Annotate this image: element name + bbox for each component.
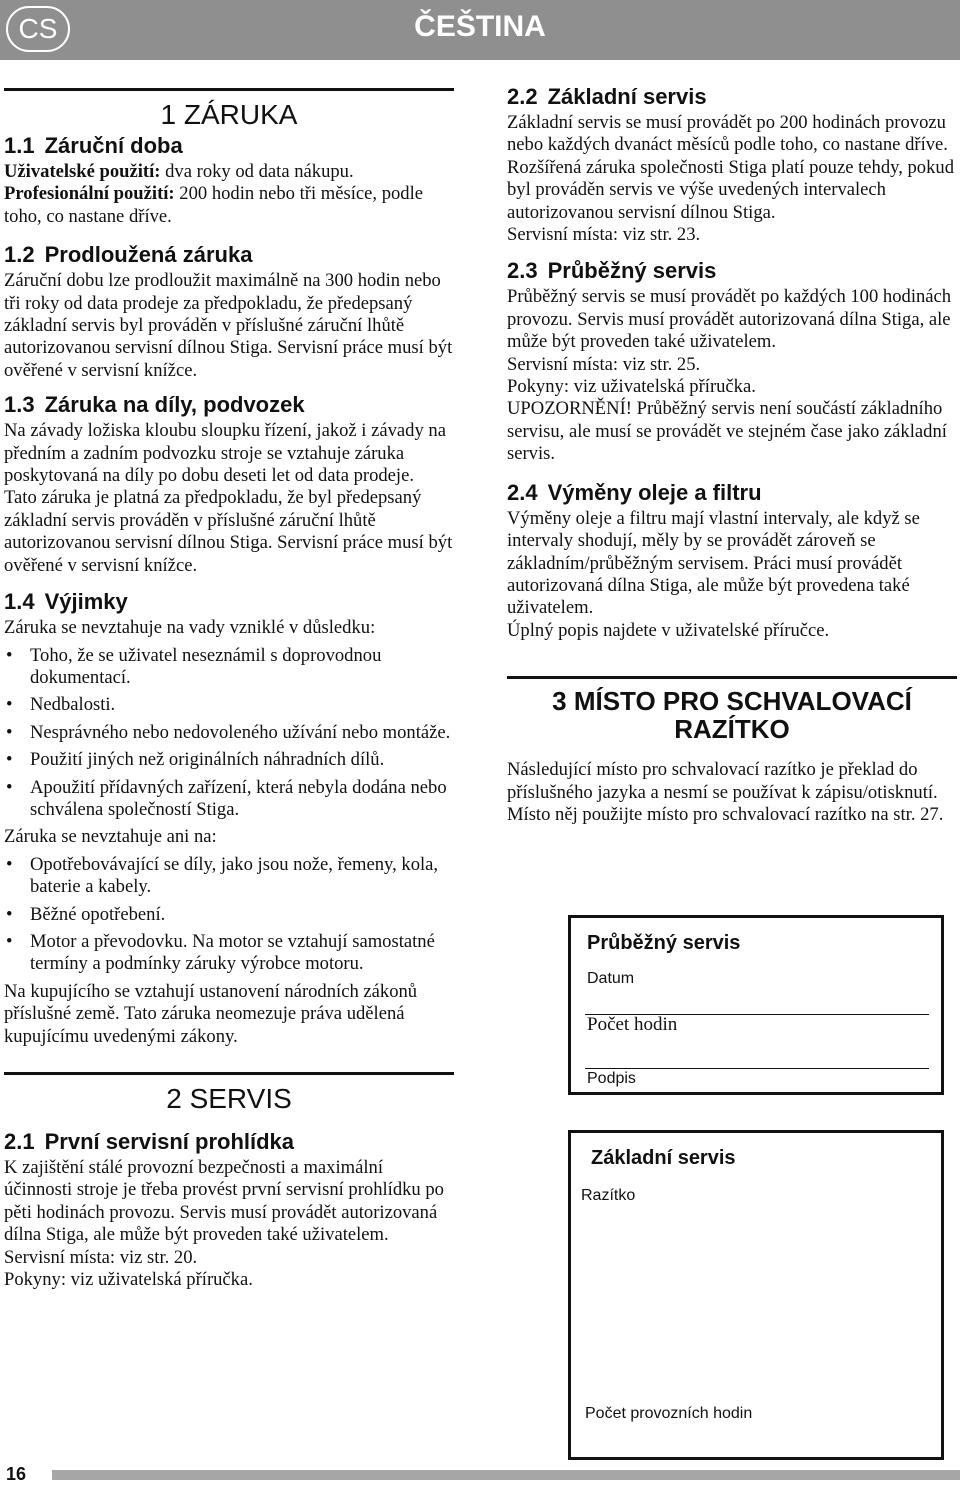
section-2-1-text: K zajištění stálé provozní bezpečnosti a maximální účinnosti stroje je třeba provést první servisní prohlídku po pěti hodinách provozu. Servis musí provádět autorizovaná dílna Stiga, ale může být proveden také uživatelem. bbox=[4, 1157, 444, 1246]
section-2-4-para-1: Výměny oleje a filtru mají vlastní intervaly, ale když se intervaly shodují, měly by se provádět zároveň se základním/průběžným servisem. Práci musí provádět autorizovaná dílna Stiga, ale může být provedena také uživatelem. bbox=[507, 507, 920, 619]
stamp-field-hours: Počet hodin bbox=[587, 1014, 678, 1035]
section-2-2-ref: Servisní místa: viz str. 23. bbox=[507, 224, 701, 246]
section-1-2-heading: 1.2 Prodloužená záruka bbox=[4, 242, 253, 268]
language-code-badge: CS bbox=[6, 6, 70, 52]
list-item: • Apoužití přídavných zařízení, která nebyla dodána nebo schválena společností Stiga. bbox=[4, 777, 454, 822]
stamp-field-date: Datum bbox=[587, 970, 635, 987]
stamp-divider bbox=[585, 1068, 929, 1069]
section-2-3-para-1: Průběžný servis se musí provádět po každých 100 hodinách provozu. Servis musí provádět autorizovaná dílna Stiga, ale může být proveden také uživatelem. bbox=[507, 286, 952, 353]
list-item: • Použití jiných než originálních náhradních dílů. bbox=[4, 749, 454, 771]
section-2-1-ref-1: Servisní místa: viz str. 20. bbox=[4, 1246, 198, 1268]
section-2-1-ref-2: Pokyny: viz uživatelská příručka. bbox=[4, 1269, 253, 1291]
list-item: • Toho, že se uživatel neseznámil s doprovodnou dokumentací. bbox=[4, 645, 454, 690]
section-1-4-heading: 1.4 Výjimky bbox=[4, 589, 128, 615]
footer-bar bbox=[52, 1470, 960, 1480]
exclusions-list-1 bbox=[4, 645, 454, 822]
exclusions-intro-2: Záruka se nevztahuje ani na: bbox=[4, 826, 217, 848]
list-item: • Opotřebovávající se díly, jako jsou nože, řemeny, kola, baterie a kabely. bbox=[4, 854, 454, 899]
stamp-box-basic-service bbox=[568, 1130, 944, 1460]
section-1-3-para-1: Na závady ložiska kloubu sloupku řízení, jakož i závady na předním a zadním podvozku stroje se vztahuje záruka poskytovaná na díly po dobu deseti let od data prodeje. bbox=[4, 420, 446, 487]
list-item: • Nesprávného nebo nedovoleného užívání nebo montáže. bbox=[4, 722, 454, 744]
chapter-2-title: 2 SERVIS bbox=[4, 1072, 454, 1115]
list-item: • Motor a převodovku. Na motor se vztahují samostatné termíny a podmínky záruky výrobce motoru. bbox=[4, 931, 454, 976]
section-2-4-para-2: Úplný popis najdete v uživatelské příručce. bbox=[507, 619, 830, 641]
section-2-2-para-1: Základní servis se musí provádět po 200 hodinách provozu nebo každých dvanáct měsíců podle toho, co nastane dříve. bbox=[507, 112, 948, 156]
section-2-3-ref-2: Pokyny: viz uživatelská příručka. bbox=[507, 376, 756, 398]
section-1-1-heading: 1.1 Záruční doba bbox=[4, 133, 183, 158]
section-2-2-heading: 2.2 Základní servis bbox=[507, 84, 707, 109]
section-2-3-ref-1: Servisní místa: viz str. 25. bbox=[507, 353, 701, 375]
stamp-field-operating-hours: Počet provozních hodin bbox=[585, 1405, 753, 1422]
page-number: 16 bbox=[6, 1464, 27, 1484]
exclusions-closing: Na kupujícího se vztahují ustanovení národních zákonů příslušné země. Tato záruka neomezuje práva udělená kupujícímu uvedenými zákony. bbox=[4, 980, 418, 1047]
chapter-3-title: 3 MÍSTO PRO SCHVALOVACÍ RAZÍTKO bbox=[507, 676, 957, 743]
section-1-1-text: Uživatelské použití: dva roky od data nákupu. Profesionální použití: 200 hodin nebo tři měsíce, podle toho, co nastane dříve. bbox=[4, 161, 424, 227]
section-2-4-heading: 2.4 Výměny oleje a filtru bbox=[507, 479, 762, 505]
section-1-3-heading: 1.3 Záruka na díly, podvozek bbox=[4, 392, 305, 418]
stamp-field-stamp: Razítko bbox=[581, 1187, 636, 1204]
stamp-box-title: Průběžný servis bbox=[587, 932, 741, 954]
section-2-3-heading: 2.3 Průběžný servis bbox=[507, 258, 717, 284]
right-column bbox=[507, 84, 957, 826]
page-header bbox=[0, 0, 960, 60]
exclusions-intro-1: Záruka se nevztahuje na vady vzniklé v důsledku: bbox=[4, 617, 376, 639]
exclusions-list-2 bbox=[4, 854, 454, 976]
list-item: • Běžné opotřebení. bbox=[4, 904, 454, 926]
section-1-3-para-2: Tato záruka je platná za předpokladu, že byl předepsaný základní servis prováděn v příslušné záruční lhůtě autorizovanou servisní dílnou Stiga. Servisní práce musí být ověřené v servisní knížce. bbox=[4, 487, 453, 576]
section-2-3-note: UPOZORNĚNÍ! Průběžný servis není součástí základního servisu, ale musí se provádět ve stejném čase jako základní servis. bbox=[507, 398, 947, 465]
section-2-1-heading: 2.1 První servisní prohlídka bbox=[4, 1129, 295, 1154]
left-column bbox=[4, 84, 454, 1291]
section-1-2-text: Záruční dobu lze prodloužit maximálně na 300 hodin nebo tři roky od data prodeje za předpokladu, že předepsaný základní servis byl prováděn v příslušné záruční lhůtě autorizovanou servisní dílnou Stiga. Servisní práce musí být ověřené v servisní knížce. bbox=[4, 270, 453, 381]
stamp-box-running-service bbox=[568, 915, 944, 1095]
language-title: ČEŠTINA bbox=[414, 10, 546, 43]
list-item: • Nedbalosti. bbox=[4, 694, 454, 716]
stamp-field-signature: Podpis bbox=[587, 1070, 636, 1087]
section-2-2-para-2: Rozšířená záruka společnosti Stiga platí pouze tehdy, pokud byl prováděn servis ve výše uvedených intervalech autorizovanou servisní dílnou Stiga. bbox=[507, 156, 954, 223]
chapter-3-text: Následující místo pro schvalovací razítko je překlad do příslušného jazyka a nesmí se používat k zápisu/otisknutí. Místo něj použijte místo pro schvalovací razítko na str. 27. bbox=[507, 759, 944, 825]
stamp-box-title: Základní servis bbox=[591, 1147, 736, 1169]
chapter-1-title: 1 ZÁRUKA bbox=[4, 88, 454, 131]
